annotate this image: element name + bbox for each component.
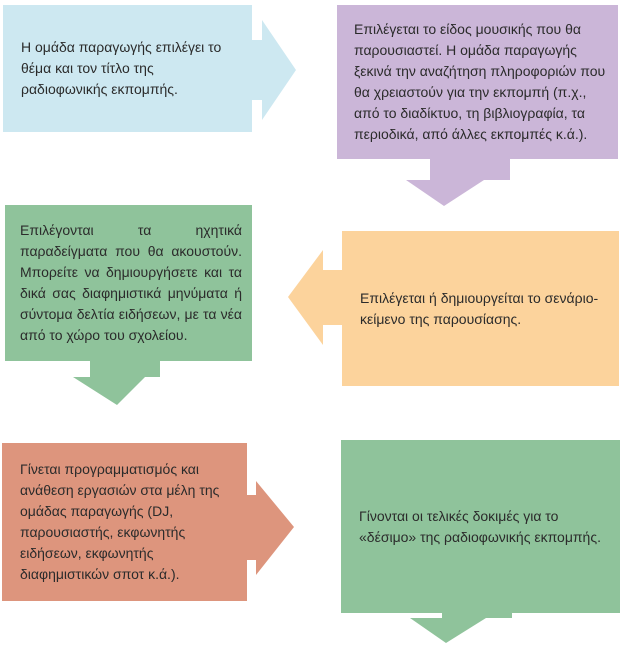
step-script-box (342, 231, 619, 386)
step-planning-box (2, 443, 247, 601)
arrow-down-step3-to-step5 (73, 361, 160, 405)
step-select-topic-box (3, 5, 252, 132)
arrow-down-step6 (410, 613, 512, 643)
step-script-text: Επιλέγεται ή δημιουργείται το σενάριο-κείμενο της παρουσίασης. (360, 289, 599, 327)
arrow-down-step2-to-step4 (406, 159, 510, 206)
arrow-right-step5-to-step6 (247, 481, 294, 575)
step-sound-examples-box (5, 205, 252, 361)
step-sound-examples-text: Επιλέγονται τα ηχητικά παραδείγματα που θα ακουστούν. Μπορείτε να δημιουργήσετε και τα δικά σας διαφημιστικά μηνύματα ή σύντομα δελτία ειδήσεων, με τα νέα από το χώρο του σχολείου. (20, 222, 242, 343)
arrow-right-step1-to-step2 (252, 20, 296, 120)
step-select-music-box (337, 5, 618, 159)
step-select-music-text: Επιλέγεται το είδος μουσικής που θα παρουσιαστεί. Η ομάδα παραγωγής ξεκινά την αναζήτηση πληροφοριών που θα χρειαστούν για την εκπομπή (π.χ., από το διαδίκτυο, τη βιβλιογραφία, τα περιοδικά, από άλλες εκπομπές κ.ά.). (354, 21, 606, 142)
step-final-tests-box (341, 440, 620, 613)
step-planning-text: Γίνεται προγραμματισμός και ανάθεση εργασιών στα μέλη της ομάδας παραγωγής (DJ, παρουσιαστής, εκφωνητής ειδήσεων, εκφωνητής διαφημιστικών σποτ κ.ά.). (20, 461, 220, 582)
step-select-topic-text: Η ομάδα παραγωγής επιλέγει το θέμα και τον τίτλο της ραδιοφωνικής εκπομπής. (21, 39, 222, 97)
step-final-tests-text: Γίνονται οι τελικές δοκιμές για το «δέσιμο» της ραδιοφωνικής εκπομπής. (359, 507, 601, 545)
arrow-left-step4-to-step3 (288, 250, 342, 345)
